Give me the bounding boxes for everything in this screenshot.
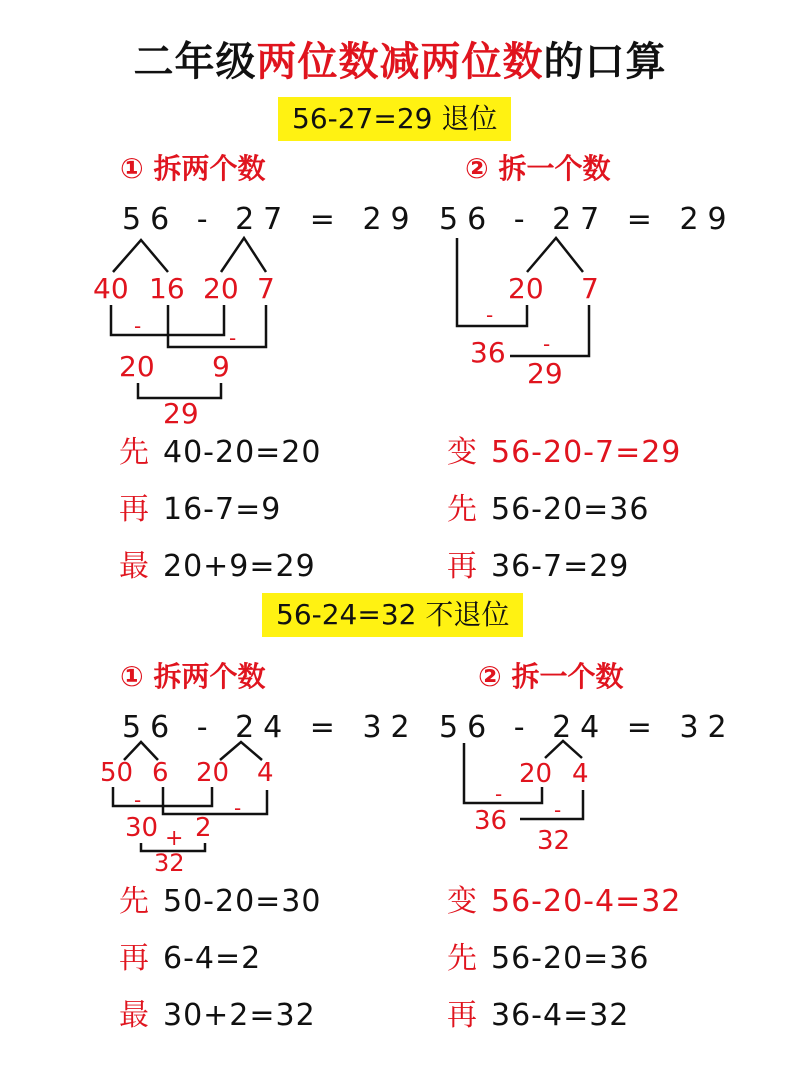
- minus-sign: -: [134, 314, 142, 338]
- step-row: 先 56-20=36: [447, 492, 650, 527]
- split-value: 20: [519, 759, 553, 789]
- split-value: 7: [257, 272, 275, 305]
- step-row: 变 56-20-7=29: [447, 435, 682, 470]
- step-row: 变 56-20-4=32: [447, 884, 682, 919]
- section2-left-heading: ① 拆两个数: [120, 660, 266, 693]
- section2-right-equation: 56 - 24 = 32: [439, 710, 736, 745]
- result-value: 29: [163, 397, 199, 430]
- minus-sign: -: [134, 788, 142, 812]
- split-value: 7: [581, 272, 599, 305]
- split-value: 20: [203, 272, 239, 305]
- section1-right-heading: ② 拆一个数: [465, 152, 611, 185]
- split-value: 20: [508, 272, 544, 305]
- section1-right-equation: 56 - 27 = 29: [439, 202, 736, 237]
- section1-banner: 56-27=29 退位: [278, 97, 511, 141]
- step-row: 先 50-20=30: [119, 884, 322, 919]
- split-value: 6: [152, 758, 169, 788]
- step-row: 最 20+9=29: [119, 549, 316, 584]
- section2-banner: 56-24=32 不退位: [262, 593, 523, 637]
- minus-sign: -: [495, 782, 503, 806]
- step-row: 再 6-4=2: [119, 941, 262, 976]
- partial-value: 9: [212, 350, 230, 383]
- title-part-1: 二年级: [133, 39, 257, 85]
- minus-sign: -: [554, 798, 562, 822]
- section1-left-equation: 56 - 27 = 29: [122, 202, 419, 237]
- step-row: 最 30+2=32: [119, 998, 316, 1033]
- minus-sign: -: [543, 332, 551, 356]
- minus-sign: -: [234, 796, 242, 820]
- result-value: 29: [527, 357, 563, 390]
- section2-right-heading: ② 拆一个数: [478, 660, 624, 693]
- section2-left-equation: 56 - 24 = 32: [122, 710, 419, 745]
- result-value: 32: [154, 849, 185, 877]
- split-value: 50: [100, 758, 134, 788]
- step-row: 再 36-7=29: [447, 549, 630, 584]
- section1-left-heading: ① 拆两个数: [120, 152, 266, 185]
- title-part-2: 两位数减两位数: [256, 39, 544, 85]
- split-value: 40: [93, 272, 129, 305]
- partial-value: 36: [474, 806, 508, 836]
- plus-sign: +: [165, 826, 184, 851]
- split-value: 20: [196, 758, 230, 788]
- partial-value: 36: [470, 336, 506, 369]
- step-row: 再 16-7=9: [119, 492, 282, 527]
- split-value: 4: [572, 759, 589, 789]
- step-row: 先 56-20=36: [447, 941, 650, 976]
- partial-value: 30: [125, 813, 159, 843]
- minus-sign: -: [486, 303, 494, 327]
- result-value: 32: [537, 826, 571, 856]
- minus-sign: -: [229, 326, 237, 350]
- split-value: 16: [149, 272, 185, 305]
- split-value: 4: [257, 758, 274, 788]
- step-row: 先 40-20=20: [119, 435, 322, 470]
- step-row: 再 36-4=32: [447, 998, 630, 1033]
- partial-value: 20: [119, 350, 155, 383]
- partial-value: 2: [195, 813, 212, 843]
- title-part-3: 的口算: [543, 39, 667, 85]
